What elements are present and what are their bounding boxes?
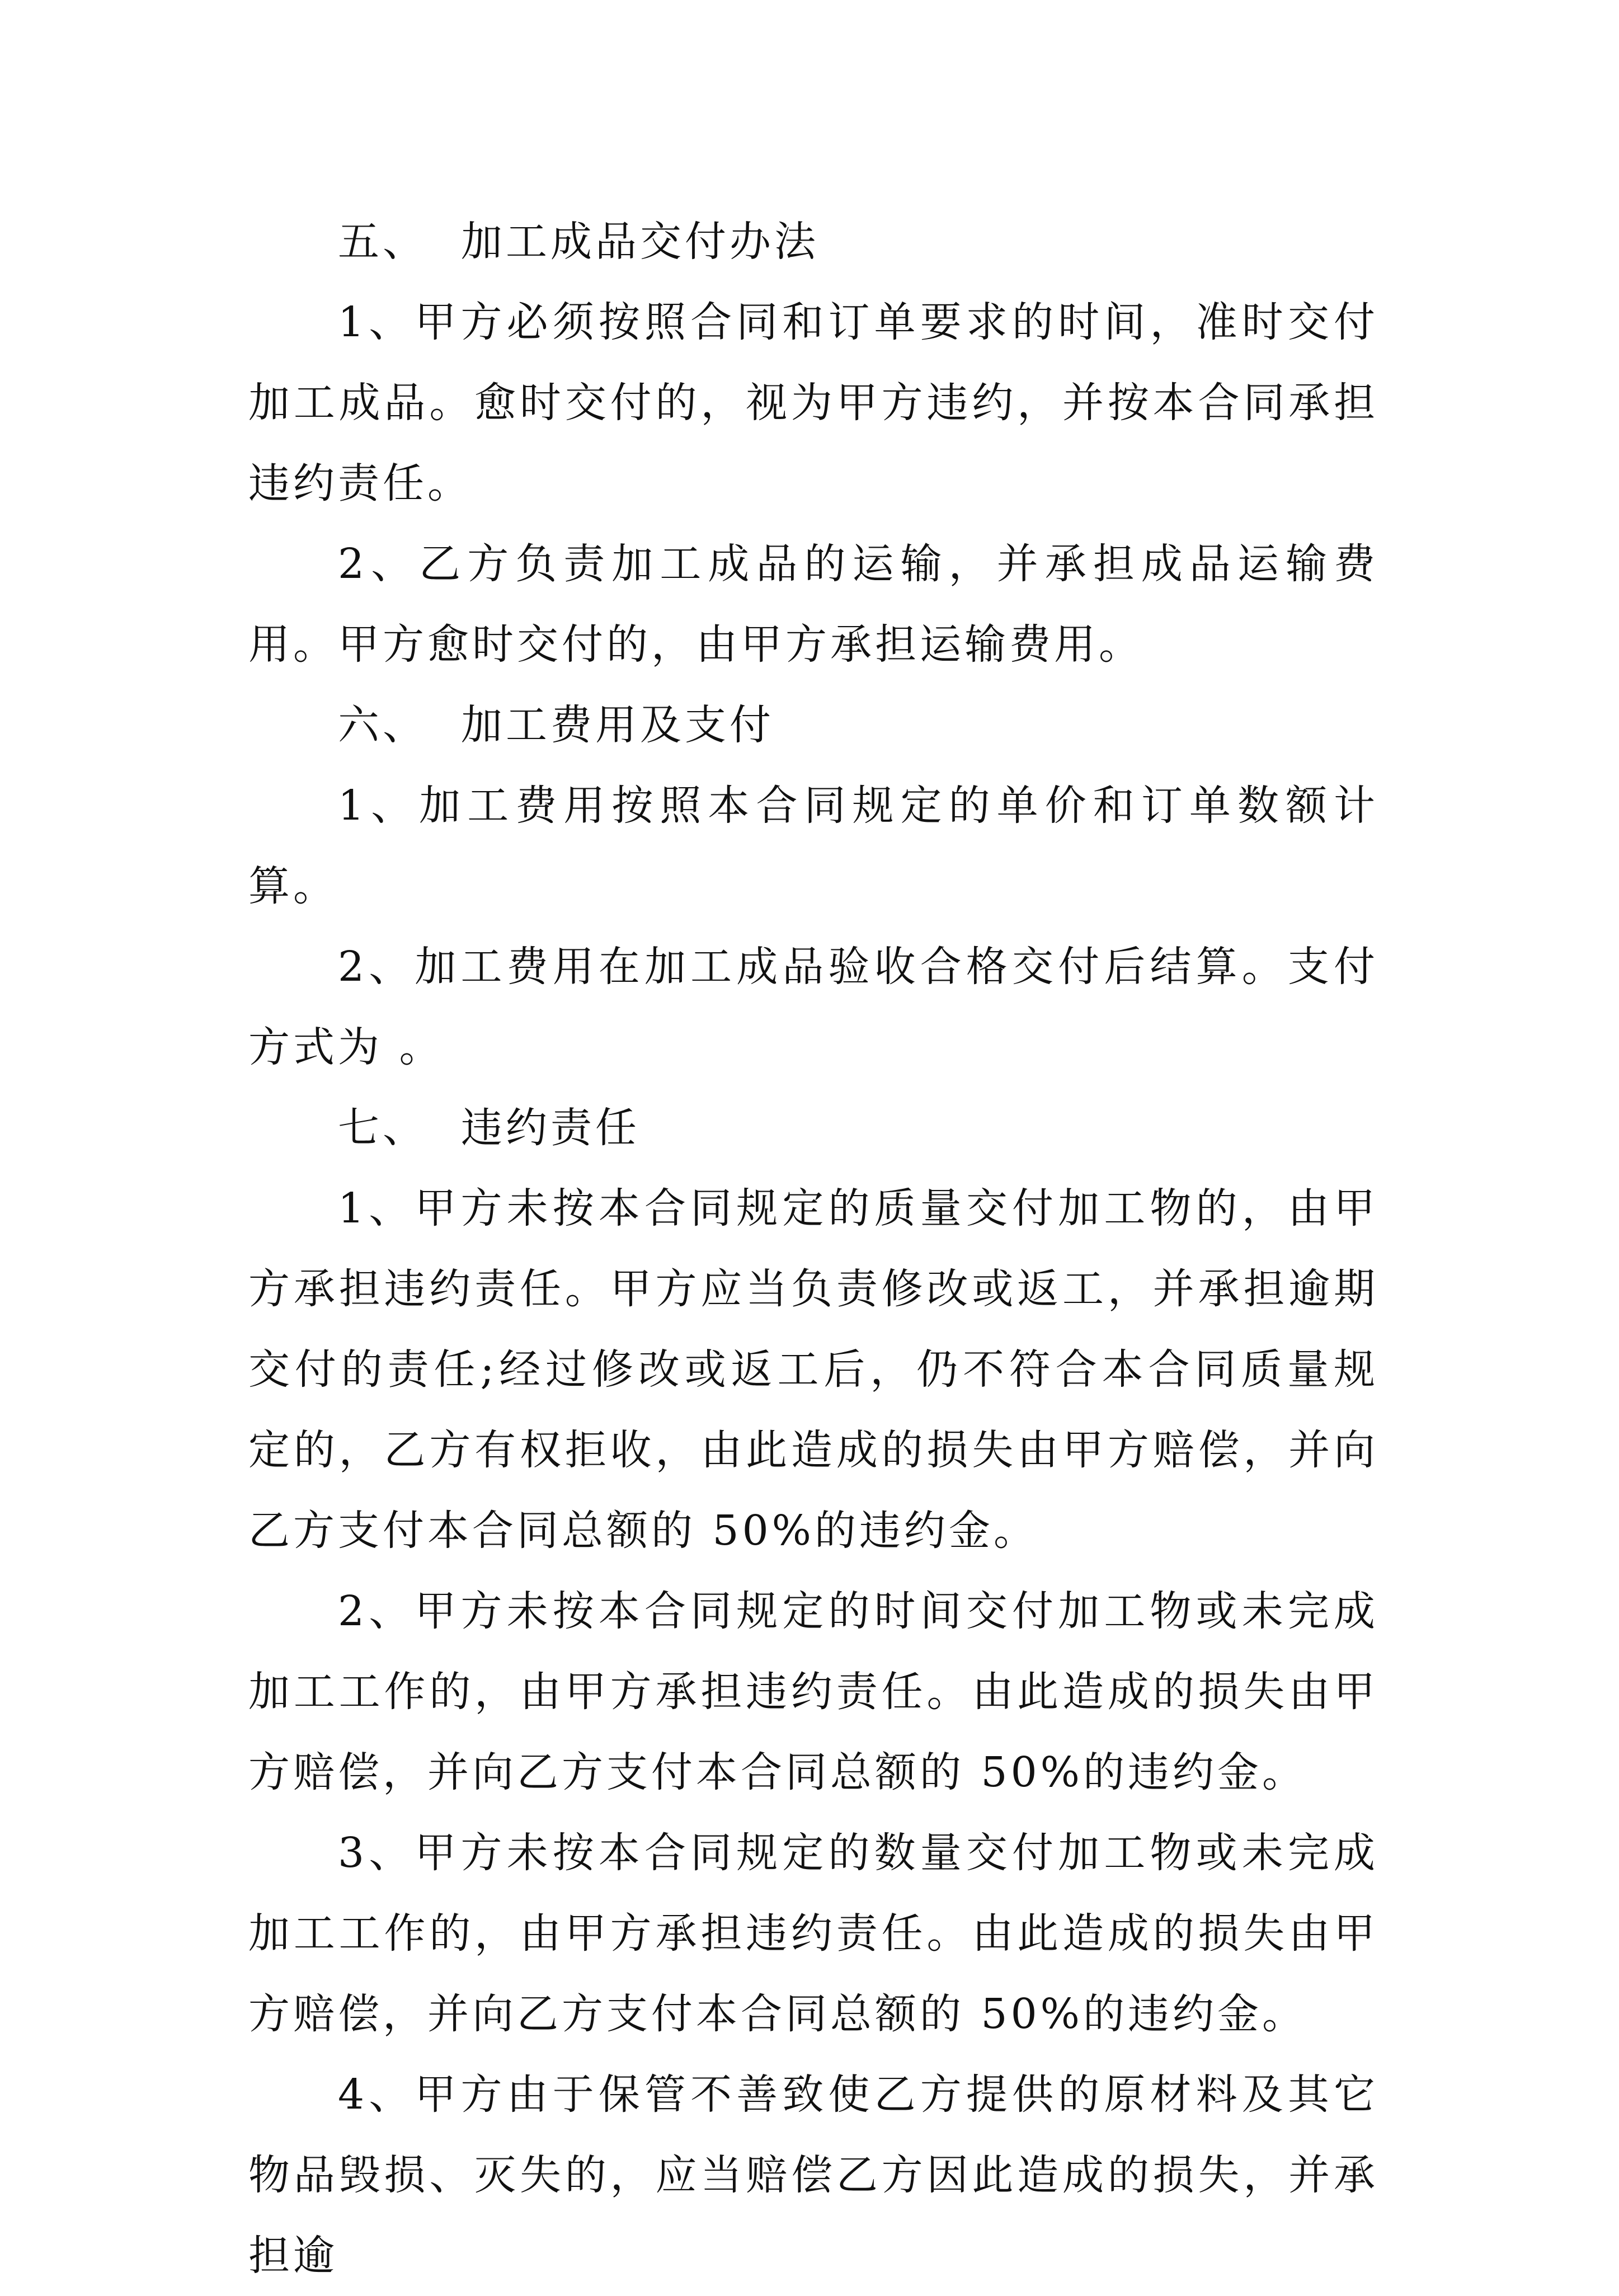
section-number: 五、 — [338, 218, 427, 266]
section-heading — [248, 685, 1378, 765]
paragraph: 1、加工费用按照本合同规定的单价和订单数额计算。 — [248, 782, 1378, 910]
paragraph: 1、甲方未按本合同规定的质量交付加工物的，由甲方承担违约责任。甲方应当负责修改或返工，并承担逾期交付的责任;经过修改或返工后，仍不符合本合同质量规定的，乙方有权拒收，由此造成的损失由甲方赔偿，并向乙方支付本合同总额的 50%的违约金。 — [248, 1184, 1378, 1555]
section-heading — [248, 201, 1378, 282]
section-title: 加工费用及支付 — [461, 701, 774, 749]
section-title: 加工成品交付办法 — [461, 218, 819, 266]
paragraph: 2、加工费用在加工成品验收合格交付后结算。支付方式为 。 — [248, 943, 1378, 1071]
section-number: 六、 — [338, 701, 427, 749]
paragraph: 1、甲方必须按照合同和订单要求的时间，准时交付加工成品。愈时交付的，视为甲方违约，并按本合同承担违约责任。 — [248, 298, 1378, 507]
paragraph: 2、乙方负责加工成品的运输，并承担成品运输费用。甲方愈时交付的，由甲方承担运输费用。 — [248, 540, 1378, 669]
document-body — [248, 201, 1378, 2296]
section-number: 七、 — [338, 1104, 427, 1152]
paragraph: 3、甲方未按本合同规定的数量交付加工物或未完成加工工作的，由甲方承担违约责任。由此造成的损失由甲方赔偿，并向乙方支付本合同总额的 50%的违约金。 — [248, 1829, 1378, 2038]
paragraph: 4、甲方由于保管不善致使乙方提供的原材料及其它物品毁损、灭失的，应当赔偿乙方因此造成的损失，并承担逾 — [248, 2071, 1378, 2280]
section-heading — [248, 1088, 1378, 1168]
paragraph: 2、甲方未按本合同规定的时间交付加工物或未完成加工工作的，由甲方承担违约责任。由此造成的损失由甲方赔偿，并向乙方支付本合同总额的 50%的违约金。 — [248, 1587, 1378, 1796]
section-title: 违约责任 — [461, 1104, 640, 1152]
